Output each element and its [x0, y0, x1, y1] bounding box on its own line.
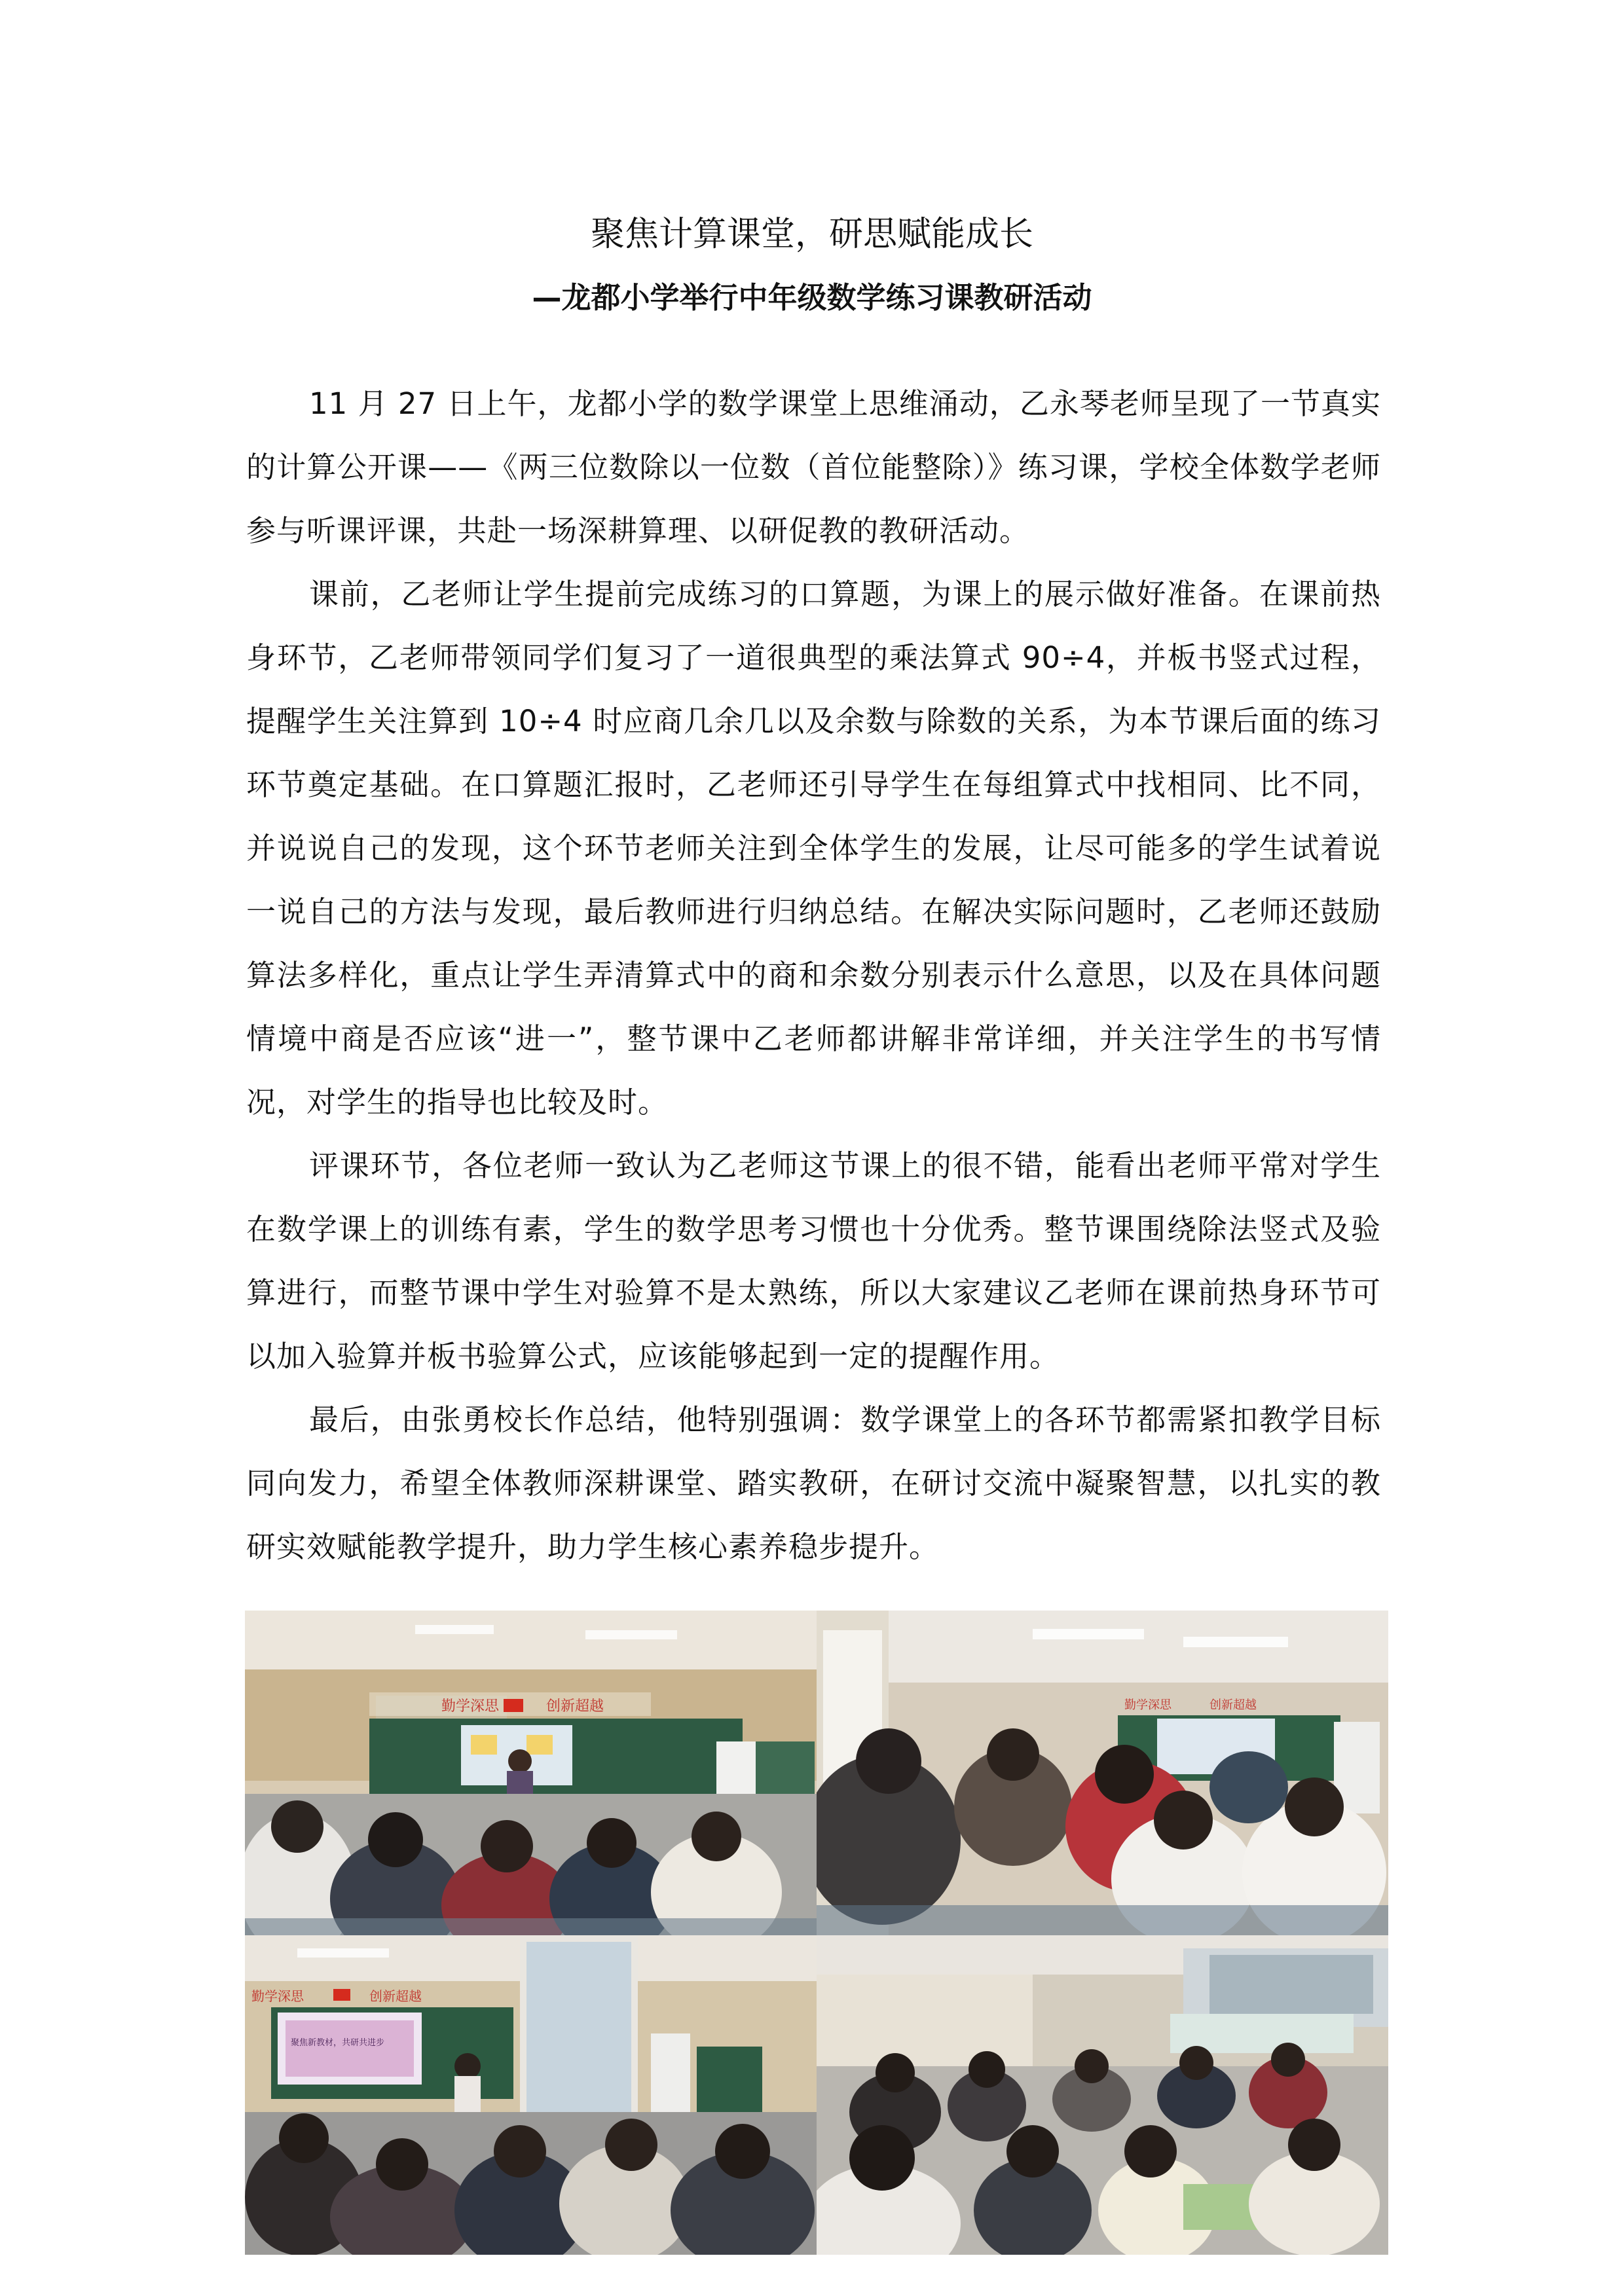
classroom-photo-students-writing	[817, 1935, 1388, 2255]
page-title: 聚焦计算课堂，研思赋能成长	[590, 215, 1033, 254]
banner-right-text: 创新超越	[546, 1698, 604, 1715]
article-body	[246, 372, 1381, 1578]
slide-title-text: 聚焦新教材，共研共进步	[291, 2038, 385, 2048]
paragraph-1: 11 月 27 日上午，龙都小学的数学课堂上思维涌动，乙永琴老师呈现了一节真实的计算公开课——《两三位数除以一位数（首位能整除）》练习课，学校全体数学老师参与听课评课，共赴一场深耕算理、以研促教的教研活动。	[246, 386, 1381, 548]
banner-left-text: 勤学深思	[441, 1698, 500, 1715]
classroom-photo-1-image	[245, 1611, 817, 1935]
classroom-photo-4-image	[817, 1935, 1388, 2255]
classroom-photo-screen-slide	[245, 1935, 817, 2255]
banner-left-text: 勤学深思	[251, 1988, 304, 2004]
banner-right-text: 创新超越	[1209, 1698, 1257, 1712]
photo-collage	[245, 1611, 1388, 2255]
banner-left-text: 勤学深思	[1124, 1698, 1172, 1712]
classroom-photo-2-image	[817, 1611, 1388, 1935]
paragraph-2: 课前，乙老师让学生提前完成练习的口算题，为课上的展示做好准备。在课前热身环节，乙老师带领同学们复习了一道很典型的乘法算式 90÷4，并板书竖式过程，提醒学生关注算到 10÷4 时应商几余几以及余数与除数的关系，为本节课后面的练习环节奠定基础。在口算题汇报时，乙老师还引导学生在每组算式中找相同、比不同，并说说自己的发现，这个环节老师关注到全体学生的发展，让尽可能多的学生试着说一说自己的方法与发现，最后教师进行归纳总结。在解决实际问题时，乙老师还鼓励算法多样化，重点让学生弄清算式中的商和余数分别表示什么意思，以及在具体问题情境中商是否应该“进一”，整节课中乙老师都讲解非常详细，并关注学生的书写情况，对学生的指导也比较及时。	[246, 577, 1381, 1120]
banner-right-text: 创新超越	[369, 1988, 422, 2004]
page-subtitle: —龙都小学举行中年级数学练习课教研活动	[532, 280, 1092, 315]
paragraph-3: 评课环节，各位老师一致认为乙老师这节课上的很不错，能看出老师平常对学生在数学课上的训练有素，学生的数学思考习惯也十分优秀。整节课围绕除法竖式及验算进行，而整节课中学生对验算不是太熟练，所以大家建议乙老师在课前热身环节可以加入验算并板书验算公式，应该能够起到一定的提醒作用。	[246, 1148, 1381, 1374]
classroom-photo-front-teacher	[245, 1611, 817, 1935]
classroom-photo-3-image	[245, 1935, 817, 2255]
paragraph-4: 最后，由张勇校长作总结，他特别强调：数学课堂上的各环节都需紧扣教学目标同向发力，希望全体教师深耕课堂、踏实教研，在研讨交流中凝聚智慧，以扎实的教研实效赋能教学提升，助力学生核心素养稳步提升。	[246, 1402, 1381, 1564]
classroom-photo-students-side	[817, 1611, 1388, 1935]
